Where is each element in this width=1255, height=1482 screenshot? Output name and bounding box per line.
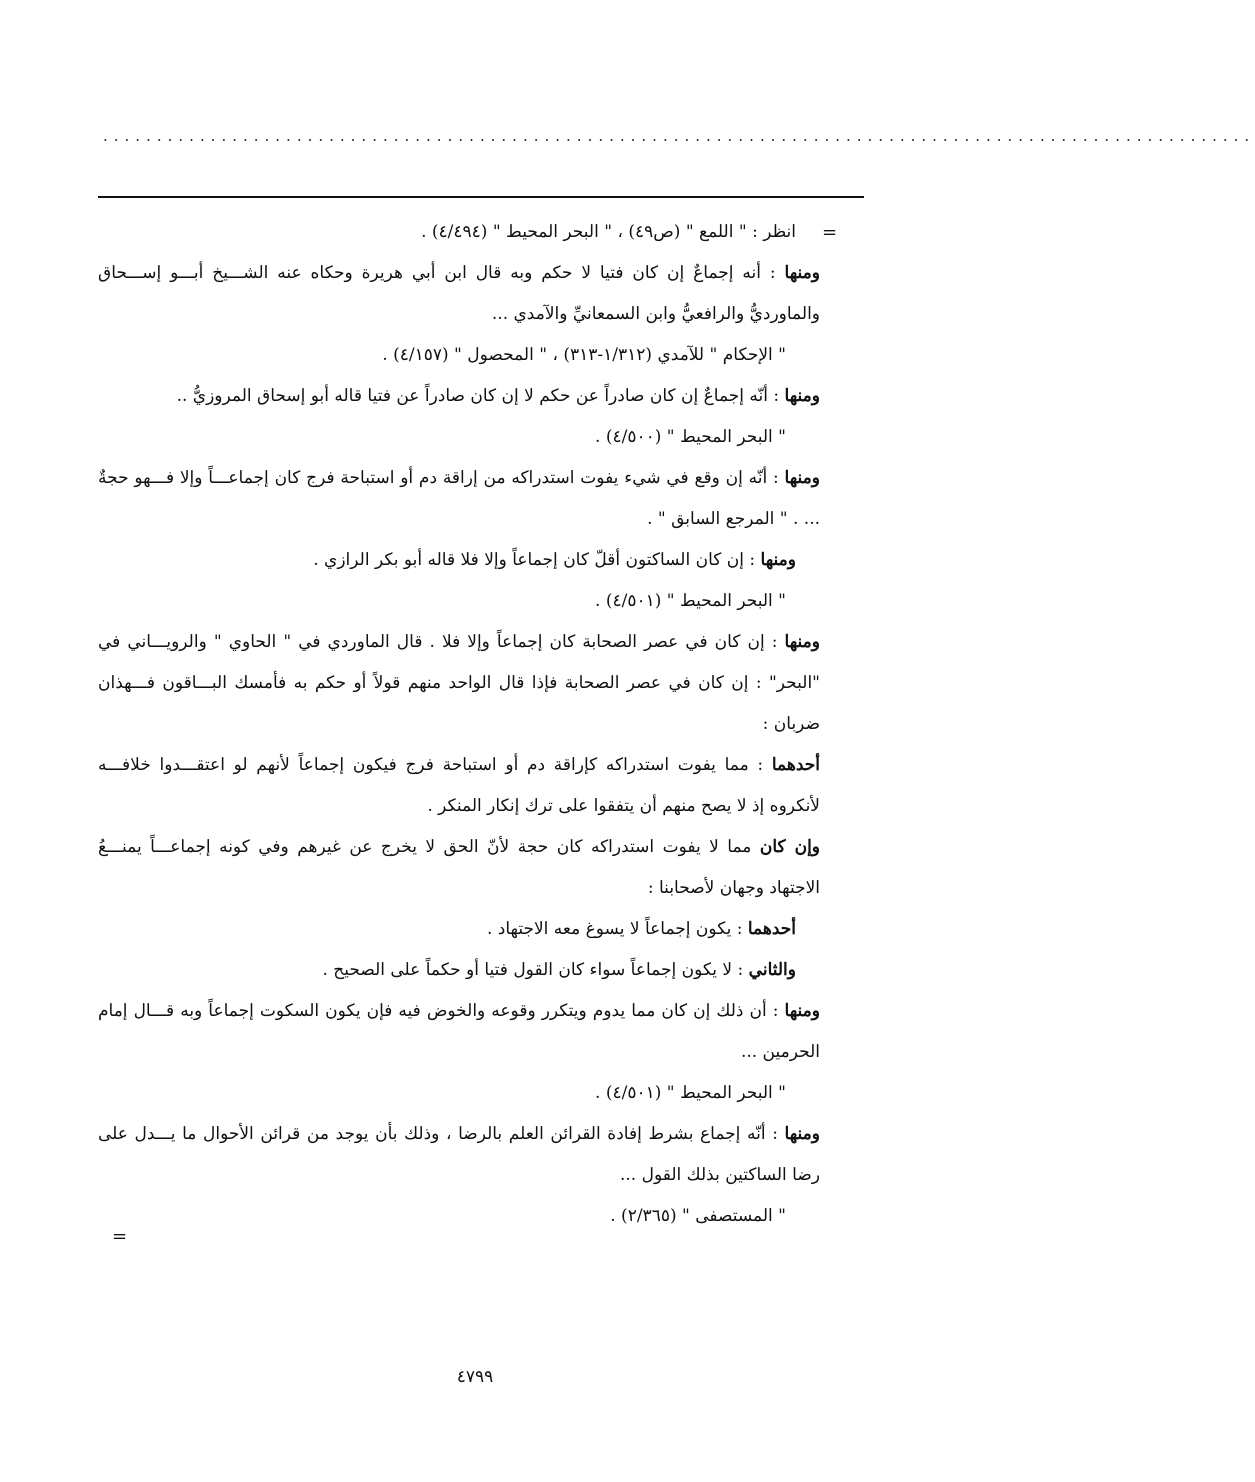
- footnote-citation-8: " البحر المحيط " (٤/٥٠١) .: [595, 591, 786, 611]
- footnote-paragraph-4: ومنها : أنّه إجماعٌ إن كان صادراً عن حكم لا إن كان صادراً عن فتيا قاله أبو إسحاق المروزيُّ ..: [176, 386, 820, 406]
- footnote-paragraph-12: أحدهما : يكون إجماعاً لا يسوغ معه الاجتهاد .: [486, 919, 796, 939]
- footnote-rule: [98, 196, 864, 198]
- footnote-paragraph-13: والثاني : لا يكون إجماعاً سواء كان القول فتيا أو حكماً على الصحيح .: [322, 960, 796, 980]
- footnote-line-1: انظر : " اللمع " (ص٤٩) ، " البحر المحيط " (٤/٤٩٤) .: [421, 222, 796, 242]
- continuation-mark-bottom: =: [112, 1226, 128, 1247]
- footnote-paragraph-11: وإن كان مما لا يفوت استدراكه كان حجة لأنّ الحق لا يخرج عن غيرهم وفي كونه إجماعـــاً يمنـــعُ الاجتهاد وجهان لأصحابنا :: [98, 837, 821, 898]
- footnote-paragraph-14: ومنها : أن ذلك إن كان مما يدوم ويتكرر وقوعه والخوض فيه فإن يكون السكوت إجماعاً وبه قـــال إمام الحرمين ...: [98, 1001, 820, 1062]
- footnote-citation-15: " البحر المحيط " (٤/٥٠١) .: [595, 1083, 786, 1103]
- dotted-separator: ...........................................................................................................: [103, 127, 1255, 145]
- footnote-paragraph-16: ومنها : أنّه إجماع بشرط إفادة القرائن العلم بالرضا ، وذلك بأن يوجد من قرائن الأحوال ما يـــدل على رضا الساكتين بذلك القول ...: [98, 1124, 820, 1185]
- footnote-paragraph-7: ومنها : إن كان الساكتون أقلّ كان إجماعاً وإلا فلا قاله أبو بكر الرازي .: [313, 550, 796, 570]
- footnote-block: [98, 212, 820, 1237]
- footnote-citation-3: " الإحكام " للآمدي (١/٣١٢-٣١٣) ، " المحصول " (٤/١٥٧) .: [382, 345, 786, 365]
- footnote-paragraph-2: ومنها : أنه إجماعٌ إن كان فتيا لا حكم وبه قال ابن أبي هريرة وحكاه عنه الشـــيخ أبـــو إســـحاق والماورديُّ والرافعيُّ وابن السمعانيِّ والآمدي ...: [98, 263, 820, 324]
- footnote-paragraph-6: ومنها : أنّه إن وقع في شيء يفوت استدراكه من إراقة دم أو استباحة فرج كان إجماعـــاً وإلا فـــهو حجةٌ ... . " المرجع السابق " .: [98, 468, 820, 529]
- footnote-paragraph-10: أحدهما : مما يفوت استدراكه كإراقة دم أو استباحة فرج فيكون إجماعاً لأنهم لو اعتقـــدوا خلافـــه لأنكروه إذ لا يصح منهم أن يتفقوا على ترك إنكار المنكر .: [98, 755, 820, 816]
- continuation-mark-top: =: [822, 222, 838, 243]
- footnote-citation-5: " البحر المحيط " (٤/٥٠٠) .: [595, 427, 786, 447]
- footnote-paragraph-9: ومنها : إن كان في عصر الصحابة كان إجماعاً وإلا فلا . قال الماوردي في " الحاوي " والرويـــاني في "البحر" : إن كان في عصر الصحابة فإذا قال الواحد منهم قولاً أو حكم به فأمسك البـــاقون فـــهذان ضربان :: [98, 632, 820, 734]
- footnote-citation-17: " المستصفى " (٢/٣٦٥) .: [610, 1206, 786, 1226]
- page-number: ٤٧٩٩: [456, 1367, 494, 1387]
